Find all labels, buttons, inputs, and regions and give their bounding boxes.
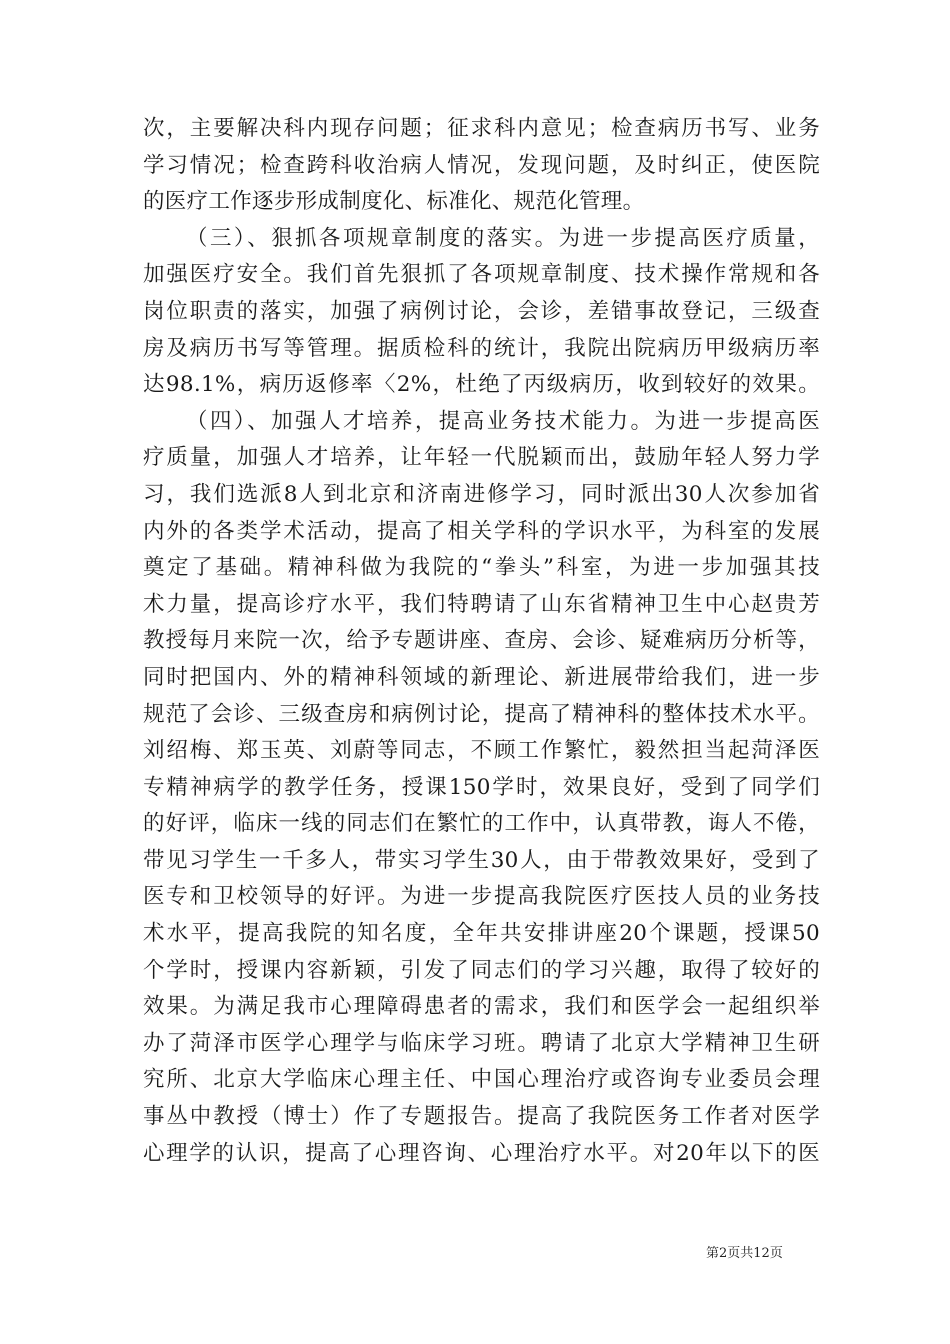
- text-line: 规范了会诊、三级查房和病例讨论，提高了精神科的整体技术水平。: [143, 701, 820, 727]
- text-line: 术水平，提高我院的知名度，全年共安排讲座20个课题，授课50: [143, 921, 820, 947]
- paragraph-heading-line: （三）、狠抓各项规章制度的落实。为进一步提高医疗质量，: [186, 225, 820, 251]
- text-line: 习，我们选派8人到北京和济南进修学习，同时派出30人次参加省: [143, 481, 820, 507]
- page-number-footer: 第2页共12页: [706, 1246, 783, 1261]
- text-line: 内外的各类学术活动，提高了相关学科的学识水平，为科室的发展: [143, 518, 820, 544]
- text-line: 奠定了基础。精神科做为我院的“拳头”科室，为进一步加强其技: [143, 555, 820, 581]
- text-line: 达98.1%，病历返修率〈2%，杜绝了丙级病历，收到较好的效果。: [143, 372, 820, 398]
- text-line: 带见习学生一千多人，带实习学生30人，由于带教效果好，受到了: [143, 847, 820, 873]
- text-line: 个学时，授课内容新颖，引发了同志们的学习兴趣，取得了较好的: [143, 957, 820, 983]
- text-line: 次，主要解决科内现存问题；征求科内意见；检查病历书写、业务: [143, 116, 820, 141]
- text-line: 心理学的认识，提高了心理咨询、心理治疗水平。对20年以下的医: [143, 1140, 820, 1166]
- text-line: 学习情况；检查跨科收治病人情况，发现问题，及时纠正，使医院: [143, 152, 820, 178]
- text-line: 究所、北京大学临床心理主任、中国心理治疗或咨询专业委员会理: [143, 1067, 820, 1093]
- text-line: 刘绍梅、郑玉英、刘蔚等同志，不顾工作繁忙，毅然担当起菏泽医: [143, 738, 820, 764]
- text-line: 专精神病学的教学任务，授课150学时，效果良好，受到了同学们: [143, 774, 820, 800]
- text-line: 加强医疗安全。我们首先狠抓了各项规章制度、技术操作常规和各: [143, 262, 820, 288]
- text-line: 疗质量，加强人才培养，让年轻一代脱颖而出，鼓励年轻人努力学: [143, 445, 820, 471]
- text-line: 事丛中教授（博士）作了专题报告。提高了我院医务工作者对医学: [143, 1104, 820, 1130]
- text-line: 术力量，提高诊疗水平，我们特聘请了山东省精神卫生中心赵贵芳: [143, 591, 820, 617]
- document-body: [143, 111, 820, 1172]
- paragraph-heading-line: （四）、加强人才培养，提高业务技术能力。为进一步提高医: [186, 408, 820, 434]
- text-line: 教授每月来院一次，给予专题讲座、查房、会诊、疑难病历分析等，: [143, 628, 820, 654]
- text-line: 的医疗工作逐步形成制度化、标准化、规范化管理。: [143, 189, 645, 215]
- text-line: 的好评，临床一线的同志们在繁忙的工作中，认真带教，诲人不倦，: [143, 811, 820, 837]
- text-line: 办了菏泽市医学心理学与临床学习班。聘请了北京大学精神卫生研: [143, 1030, 820, 1056]
- text-line: 岗位职责的落实，加强了病例讨论，会诊，差错事故登记，三级查: [143, 298, 820, 324]
- text-line: 医专和卫校领导的好评。为进一步提高我院医疗医技人员的业务技: [143, 884, 820, 910]
- text-line: 同时把国内、外的精神科领域的新理论、新进展带给我们，进一步: [143, 664, 820, 690]
- text-line: 效果。为满足我市心理障碍患者的需求，我们和医学会一起组织举: [143, 994, 820, 1020]
- text-line: 房及病历书写等管理。据质检科的统计，我院出院病历甲级病历率: [143, 335, 820, 361]
